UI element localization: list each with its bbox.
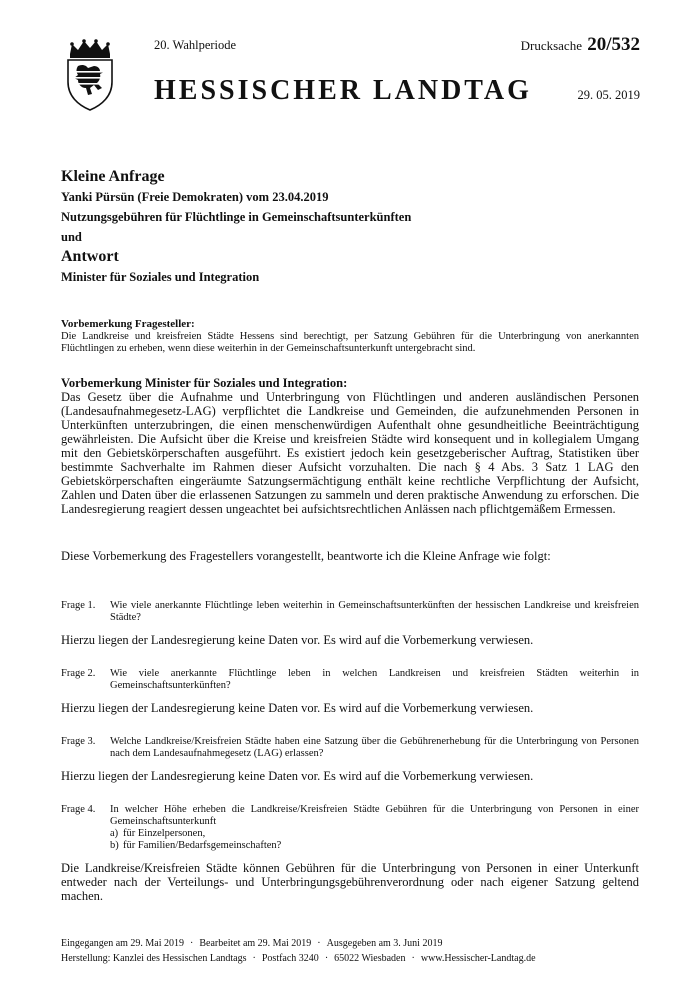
- footer-ausgegeben: Ausgegeben am 3. Juni 2019: [326, 938, 443, 949]
- question-sub-item-a: a) für Einzelpersonen,: [110, 828, 206, 839]
- drucksache: [521, 34, 640, 56]
- answer-text: Die Landkreise/Kreisfreien Städte können Gebühren für die Unterbringung von Personen in einer Unterkunft entweder nach der Verteilungs- und Unterbringungsgebührenverordnung oder nach eigener Satzung geltend machen.: [61, 861, 639, 903]
- wahlperiode: 20. Wahlperiode: [154, 38, 237, 52]
- question-text: Welche Landkreise/Kreisfreien Städte haben eine Satzung über die Gebührenerhebung für die Unterbringung von Personen nach dem Landesaufnahmegesetz (LAG) erlassen?: [110, 736, 639, 759]
- vorbemerkung-minister: [61, 376, 639, 516]
- vorbemerkung-minister-text: Das Gesetz über die Aufnahme und Unterbringung von Flüchtlingen und anderen ausländischen Personen (Landesaufnahmegesetz-LAG) verpflichtet die Landkreise und Gemeinden, die aufzunehmenden Personen in Unterkünften unterzubringen, die einen menschenwürdigen Aufenthalt ohne gesundheitliche Beeinträchtigung gewährleisten. Die Aufsicht über die Kreise und kreisfreien Städte wird konsequent und in kollegialem Umgang mit den Gebietskörperschaften ausgeführt. Es existiert jedoch kein gesetzgeberischer Auftrag, Statistiken über bestimmte Sachverhalte im Rahmen dieser Aufsicht vorzuhalten. Die nach § 4 Abs. 3 Satz 1 LAG den Gebietskörperschaften eingeräumte Satzungsermächtigung enthält keine rechtliche Verpflichtung der Aufsicht, Zahlen und Daten über die erlassenen Satzungen zu sammeln und deren praktische Anwendung zu erforschen. Die Landesregierung reagiert dessen ungeachtet bei aufsichtsrechtlichen Anlässen nach pflichtgemäßem Ermessen.: [61, 390, 639, 516]
- footer-publisher: Herstellung: Kanzlei des Hessischen Landtags · Postfach 3240 · 65022 Wiesbaden · www.Hessischer-Landtag.de: [61, 953, 536, 964]
- footer-postfach: Postfach 3240: [261, 953, 319, 964]
- footer-dates: Eingegangen am 29. Mai 2019 · Bearbeitet am 29. Mai 2019 · Ausgegeben am 3. Juni 2019: [61, 938, 443, 949]
- question-text: In welcher Höhe erheben die Landkreise/Kreisfreien Städte Gebühren für die Unterbringung von Personen in einer Gemeinschaftsunterkunft: [110, 804, 639, 827]
- question-text: Wie viele anerkannte Flüchtlinge leben weiterhin in Gemeinschaftsunterkünften der hessischen Landkreise und kreisfreien Städte?: [110, 600, 639, 623]
- question-4: [61, 804, 639, 903]
- title-block: [61, 167, 641, 287]
- question-sub-item-b: b) für Familien/Bedarfsgemeinschaften?: [110, 840, 282, 851]
- answer-text: Hierzu liegen der Landesregierung keine Daten vor. Es wird auf die Vorbemerkung verwiesen.: [61, 769, 534, 783]
- und-connector: und: [61, 230, 82, 244]
- vorbemerkung-fragesteller: [61, 318, 639, 355]
- question-label: Frage 4.: [61, 804, 96, 815]
- footer-ort: 65022 Wiesbaden: [334, 953, 406, 964]
- question-3: [61, 736, 639, 783]
- question-label: Frage 1.: [61, 600, 96, 611]
- question-label: Frage 2.: [61, 668, 96, 679]
- intro-paragraph: Diese Vorbemerkung des Fragestellers vorangestellt, beantworte ich die Kleine Anfrage wie folgt:: [61, 549, 551, 563]
- answer-text: Hierzu liegen der Landesregierung keine Daten vor. Es wird auf die Vorbemerkung verwiesen.: [61, 633, 534, 647]
- vorbemerkung-fragesteller-heading: Vorbemerkung Fragesteller:: [61, 318, 195, 330]
- question-text: Wie viele anerkannte Flüchtlinge leben in welchen Landkreisen und kreisfreien Städten weiterhin in Gemeinschaftsunterkünften?: [110, 668, 639, 691]
- drucksache-number: 20/532: [587, 34, 640, 55]
- question-1: [61, 600, 639, 647]
- inquiry-author: Yanki Pürsün (Freie Demokraten) vom 23.04.2019: [61, 190, 329, 204]
- footer-bearbeitet: Bearbeitet am 29. Mai 2019: [199, 938, 312, 949]
- inquiry-subject: Nutzungsgebühren für Flüchtlinge in Gemeinschaftsunterkünften: [61, 210, 412, 224]
- drucksache-label: Drucksache: [520, 38, 582, 53]
- answer-text: Hierzu liegen der Landesregierung keine Daten vor. Es wird auf die Vorbemerkung verwiesen.: [61, 701, 534, 715]
- footer-website-link[interactable]: www.Hessischer-Landtag.de: [420, 953, 536, 964]
- footer-eingegangen: Eingegangen am 29. Mai 2019: [61, 938, 185, 949]
- question-2: [61, 668, 639, 715]
- vorbemerkung-fragesteller-text: Die Landkreise und kreisfreien Städte Hessens sind berechtigt, per Satzung Gebühren für die Unterbringung von anerkannten Flüchtlingen zu erheben, wenn diese weiterhin in der Gemeinschaftsunterkunft untergebracht sind.: [61, 331, 639, 354]
- answer-type: Antwort: [61, 248, 119, 265]
- hessen-coat-of-arms-icon: [64, 38, 116, 112]
- answering-ministry: Minister für Soziales und Integration: [61, 270, 260, 284]
- document-type: Kleine Anfrage: [61, 168, 165, 185]
- question-label: Frage 3.: [61, 736, 96, 747]
- document-date: 29. 05. 2019: [577, 88, 640, 102]
- footer-herstellung: Herstellung: Kanzlei des Hessischen Landtags: [61, 953, 247, 964]
- question-sub-list: [110, 828, 639, 852]
- vorbemerkung-minister-heading: Vorbemerkung Minister für Soziales und Integration:: [61, 376, 348, 390]
- institution-title: HESSISCHER LANDTAG: [154, 75, 532, 106]
